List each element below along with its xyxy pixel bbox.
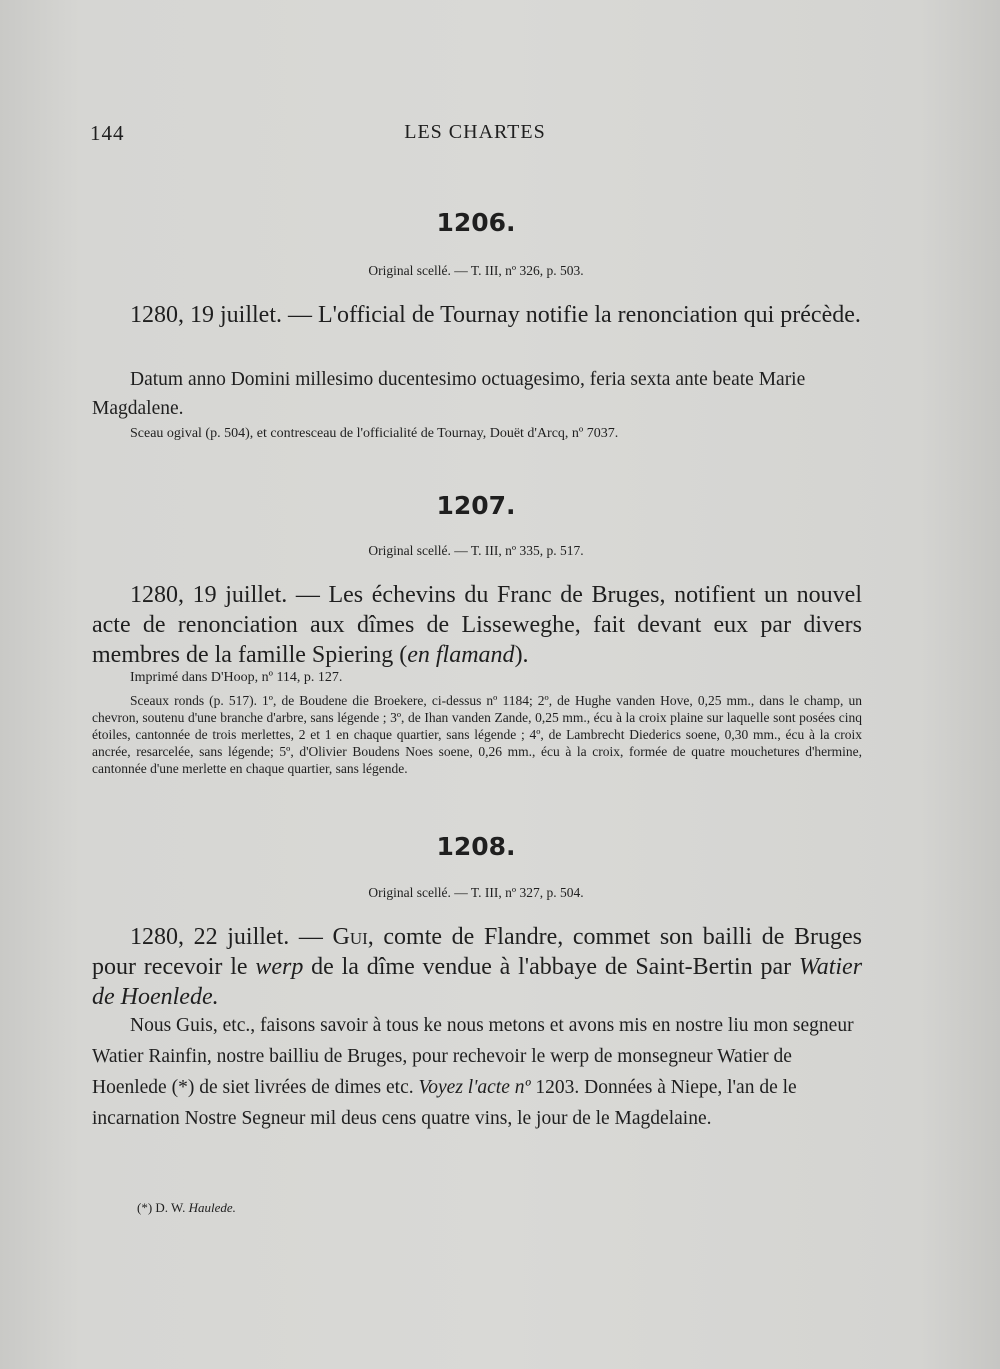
- footnote-marker: (*) D. W.: [137, 1200, 186, 1215]
- entry-summary-italic: werp: [255, 954, 304, 980]
- entry-excerpt: Datum anno Domini millesimo ducentesimo octuagesimo, feria sexta ante beate Marie Magdalene.: [92, 369, 806, 419]
- entry-summary-text: Les échevins du Franc de Bruges, notifient un nouvel acte de renonciation aux dîmes de Lisseweghe, fait devant eux par divers membres de la famille Spiering (: [92, 582, 862, 668]
- entry-seal-note: Sceau ogival (p. 504), et contresceau de l'officialité de Tournay, Douët d'Arcq, nº 7037.: [130, 426, 619, 441]
- entry-source: Original scellé. — T. III, nº 327, p. 504.: [368, 885, 584, 900]
- entry-excerpt: [92, 1010, 862, 1134]
- entry-source: Original scellé. — T. III, nº 335, p. 517.: [368, 543, 584, 558]
- entry-printed-note: Imprimé dans D'Hoop, nº 114, p. 127.: [130, 670, 343, 685]
- entry-summary-italic2: Watier de Hoenlede.: [92, 954, 863, 1010]
- entry-date: 1280, 22 juillet. —: [130, 924, 323, 950]
- entry-excerpt-text: Nous Guis, etc., faisons savoir à tous ke nous metons et avons mis en nostre liu mon segneur Watier Rainfin, nostre bailliu de Bruges, pour rechevoir le werp de monsegneur Watier de Hoenlede (*) de siet livrées de dimes etc.: [92, 1015, 854, 1098]
- footnote-italic: Haulede.: [188, 1200, 236, 1215]
- entry-summary-end: ).: [514, 642, 529, 668]
- entry-summary: [92, 922, 862, 1012]
- entry-date: 1280, 19 juillet. —: [130, 582, 320, 608]
- entry-summary-name: Gui,: [332, 924, 374, 950]
- entry-seals-note: Sceaux ronds (p. 517). 1º, de Boudene die Broekere, ci-dessus nº 1184; 2º, de Hughe vanden Hove, 0,25 mm., dans le champ, un chevron, soutenu d'une branche d'arbre, sans légende ; 3º, de Ihan vanden Zande, 0,25 mm., écu à la croix plaine sur laquelle sont posées cinq étoiles, cantonnée de trois merlettes, 2 et 1 en chaque quartier, sans légende ; 4º, de Lambrecht Diederics soene, 0,30 mm., écu à la croix ancrée, resarcelée, sans légende; 5º, d'Olivier Boudens Noes soene, 0,26 mm., écu à la croix, formée de quatre mouchetures d'hermine, cantonnée d'une merlette en chaque quartier, sans légende.: [92, 693, 862, 776]
- entry-summary-italic: en flamand: [407, 642, 515, 668]
- entry-summary-text: L'official de Tournay notifie la renonciation qui précède.: [318, 302, 861, 328]
- entry-date: 1280, 19 juillet. —: [130, 302, 312, 328]
- entry-summary: [92, 300, 862, 330]
- entry-summary: [92, 580, 862, 670]
- footnote: [137, 1200, 236, 1216]
- entry-excerpt-text2: Données à Niepe, l'an de le incarnation Nostre Segneur mil deus cens quatre vins, le jour de le Magdelaine.: [92, 1077, 797, 1129]
- entry-source: Original scellé. — T. III, nº 326, p. 503.: [368, 263, 584, 278]
- entry-number: 1208.: [436, 832, 516, 861]
- entry-number: 1206.: [436, 208, 516, 237]
- page-number: 144: [90, 121, 125, 145]
- running-title: LES CHARTES: [404, 121, 546, 143]
- entry-excerpt-italic: Voyez l'acte nº: [418, 1077, 531, 1098]
- entry-summary-text: comte de Flandre, commet son bailli de Bruges pour recevoir le: [92, 924, 862, 980]
- entry-summary-text2: de la dîme vendue à l'abbaye de Saint-Bertin par: [311, 954, 792, 980]
- entry-number: 1207.: [436, 491, 516, 520]
- entry-excerpt-ref: 1203.: [535, 1077, 580, 1098]
